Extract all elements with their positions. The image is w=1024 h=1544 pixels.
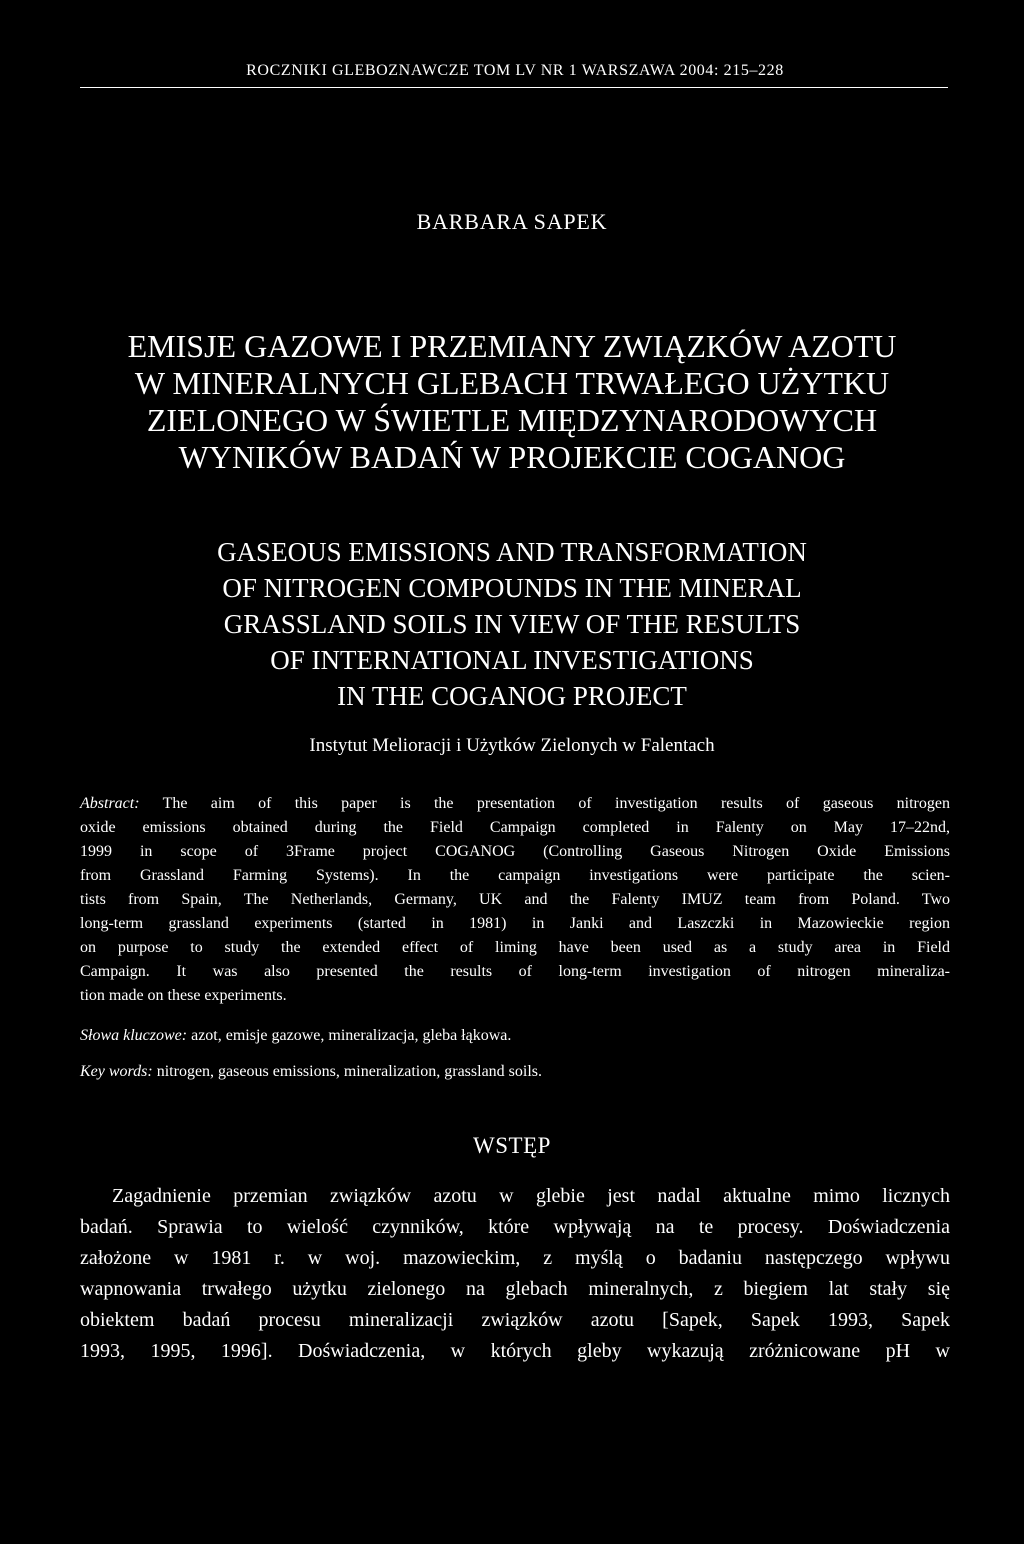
keywords-pl-label: Słowa kluczowe: <box>80 1027 188 1044</box>
title-pl-line: W MINERALNYCH GLEBACH TRWAŁEGO UŻYTKU <box>134 365 890 401</box>
title-polish <box>60 328 964 476</box>
abstract-line: oxide emissions obtained during the Field Campaign completed in Falenty on May 17–22nd, <box>80 819 950 836</box>
header-rule <box>80 87 948 88</box>
abstract-line <box>80 792 950 816</box>
title-en-line: OF NITROGEN COMPOUNDS IN THE MINERAL <box>222 573 802 603</box>
keywords-english <box>80 1063 542 1081</box>
abstract-text: The aim of this paper is the presentation of investigation results of gaseous nitrogen <box>162 795 950 812</box>
abstract-line: tists from Spain, The Netherlands, Germany, UK and the Falenty IMUZ team from Poland. Two <box>80 891 950 908</box>
keywords-en-text: nitrogen, gaseous emissions, mineralization, grassland soils. <box>156 1063 543 1080</box>
title-pl-line: EMISJE GAZOWE I PRZEMIANY ZWIĄZKÓW AZOTU <box>127 328 897 364</box>
abstract-line: Campaign. It was also presented the results of long-term investigation of nitrogen mineraliza- <box>80 963 950 980</box>
abstract-line: long-term grassland experiments (started in 1981) in Janki and Laszczki in Mazowieckie region <box>80 915 950 932</box>
keywords-en-label: Key words: <box>80 1063 153 1080</box>
title-en-line: OF INTERNATIONAL INVESTIGATIONS <box>270 645 754 675</box>
title-en-line: IN THE COGANOG PROJECT <box>337 681 687 711</box>
title-english <box>60 534 964 714</box>
abstract-line: 1999 in scope of 3Frame project COGANOG (Controlling Gaseous Nitrogen Oxide Emissions <box>80 843 950 860</box>
intro-line: badań. Sprawia to wielość czynników, które wpływają na te procesy. Doświadczenia <box>80 1216 950 1238</box>
title-en-line: GASEOUS EMISSIONS AND TRANSFORMATION <box>217 537 807 567</box>
intro-line: założone w 1981 r. w woj. mazowieckim, z myślą o badaniu następczego wpływu <box>80 1247 950 1269</box>
title-pl-line: WYNIKÓW BADAŃ W PROJEKCIE COGANOG <box>178 439 846 475</box>
abstract-line: from Grassland Farming Systems). In the campaign investigations were participate the scien- <box>80 867 950 884</box>
intro-line: wapnowania trwałego użytku zielonego na glebach mineralnych, z biegiem lat stały się <box>80 1278 950 1300</box>
keywords-pl-text: azot, emisje gazowe, mineralizacja, gleba łąkowa. <box>191 1027 512 1044</box>
intro-line: 1993, 1995, 1996]. Doświadczenia, w których gleby wykazują zróżnicowane pH w <box>80 1340 950 1362</box>
title-en-line: GRASSLAND SOILS IN VIEW OF THE RESULTS <box>223 609 801 639</box>
affiliation: Instytut Melioracji i Użytków Zielonych w Falentach <box>309 735 715 756</box>
keywords-polish <box>80 1027 511 1045</box>
title-pl-line: ZIELONEGO W ŚWIETLE MIĘDZYNARODOWYCH <box>146 402 878 438</box>
abstract-line: tion made on these experiments. <box>80 987 287 1004</box>
abstract <box>80 792 950 1008</box>
introduction-paragraph <box>80 1181 950 1367</box>
author-name: BARBARA SAPEK <box>416 209 608 234</box>
section-heading: WSTĘP <box>473 1133 551 1158</box>
abstract-line: on purpose to study the extended effect of liming have been used as a study area in Field <box>80 939 950 956</box>
intro-line: obiektem badań procesu mineralizacji związków azotu [Sapek, Sapek 1993, Sapek <box>80 1309 950 1331</box>
abstract-label: Abstract: <box>80 795 140 812</box>
intro-line: Zagadnienie przemian związków azotu w glebie jest nadal aktualne mimo licznych <box>112 1185 950 1207</box>
running-head: ROCZNIKI GLEBOZNAWCZE TOM LV NR 1 WARSZAWA 2004: 215–228 <box>246 62 784 79</box>
